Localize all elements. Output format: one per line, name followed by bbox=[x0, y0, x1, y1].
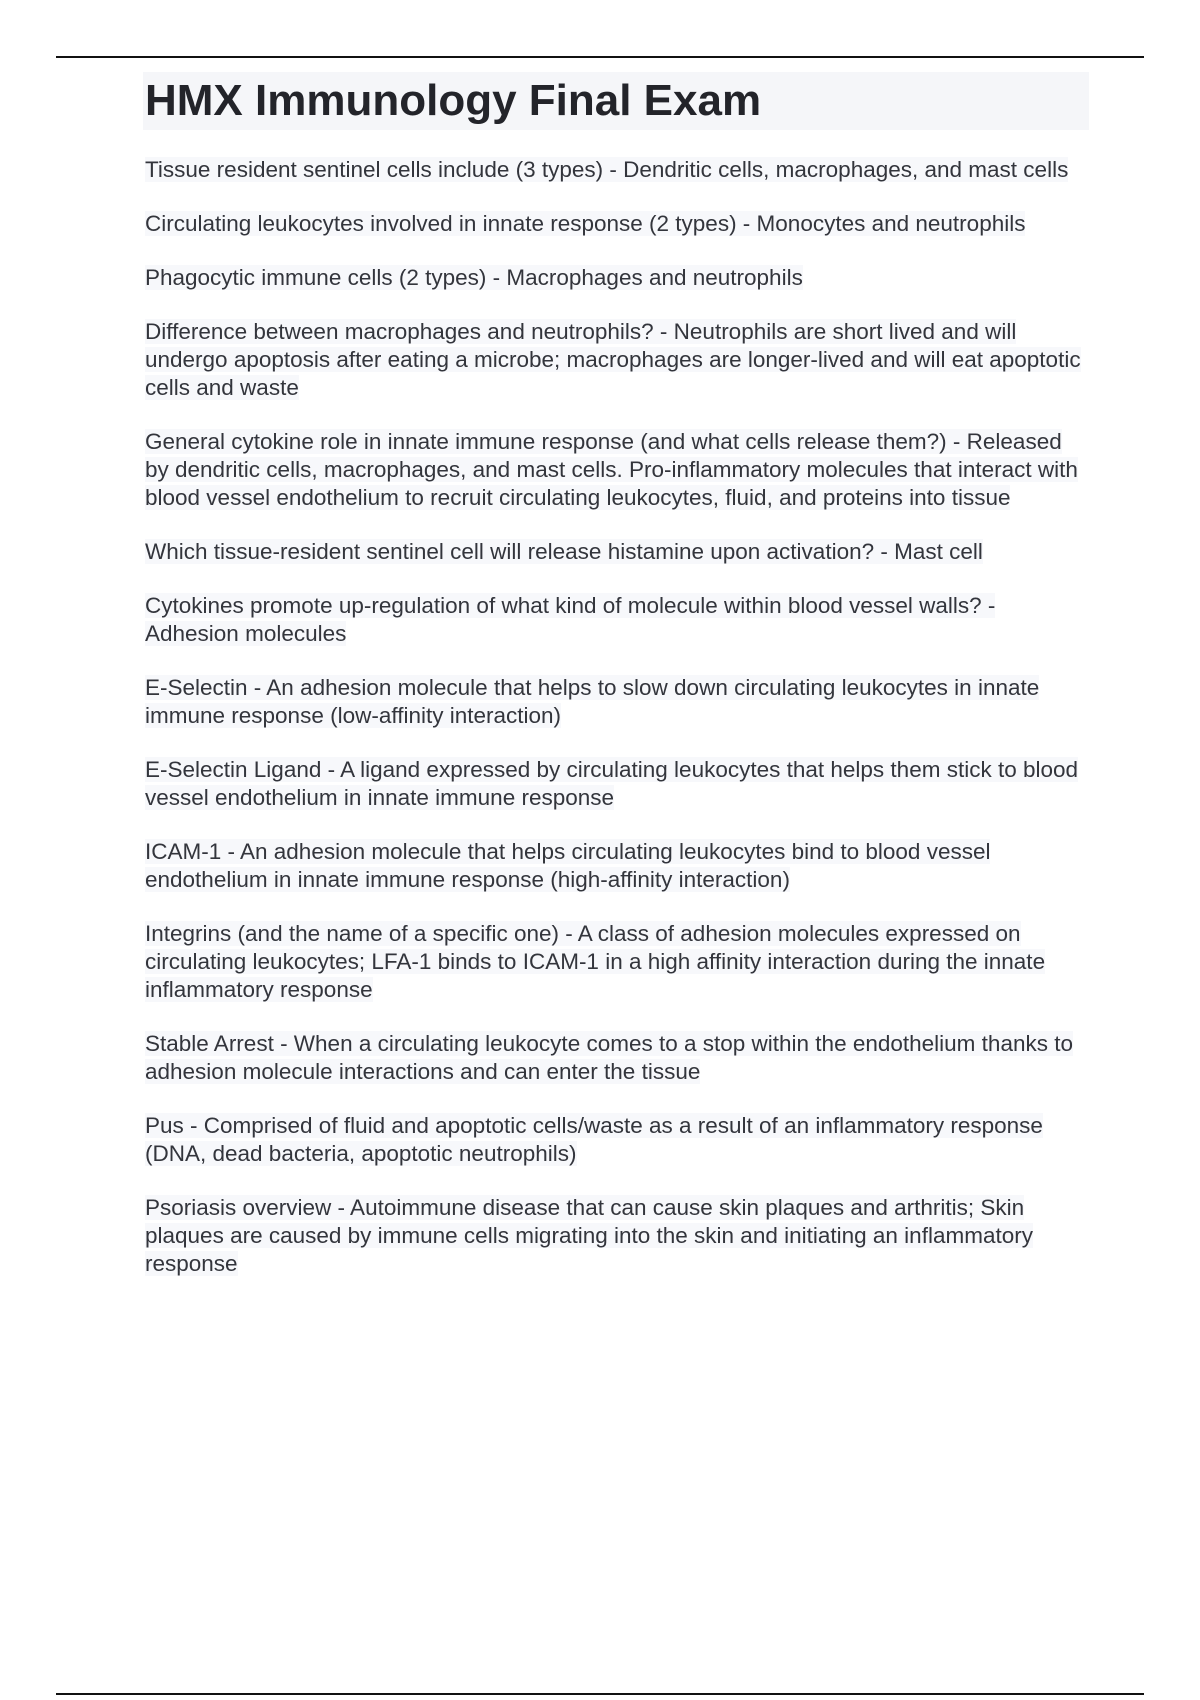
flashcard-text: Psoriasis overview - Autoimmune disease that can cause skin plaques and arthritis; Skin plaques are caused by immune cells migrating into the skin and initiating an inflammatory response bbox=[145, 1195, 1033, 1276]
flashcard-text: Stable Arrest - When a circulating leukocyte comes to a stop within the endothelium thanks to adhesion molecule interactions and can enter the tissue bbox=[145, 1031, 1073, 1084]
flashcard bbox=[145, 264, 1089, 292]
document-content bbox=[143, 72, 1089, 1304]
flashcard-text: E-Selectin Ligand - A ligand expressed by circulating leukocytes that helps them stick to blood vessel endothelium in innate immune response bbox=[145, 757, 1079, 810]
flashcard bbox=[145, 674, 1089, 730]
top-rule bbox=[56, 56, 1144, 58]
flashcard bbox=[145, 756, 1089, 812]
flashcard bbox=[145, 920, 1089, 1004]
flashcard-text: ICAM-1 - An adhesion molecule that helps circulating leukocytes bind to blood vessel endothelium in innate immune response (high-affinity interaction) bbox=[145, 839, 991, 892]
flashcard-text: Pus - Comprised of fluid and apoptotic cells/waste as a result of an inflammatory response (DNA, dead bacteria, apoptotic neutrophils) bbox=[145, 1113, 1043, 1166]
flashcard-text: Difference between macrophages and neutrophils? - Neutrophils are short lived and will undergo apoptosis after eating a microbe; macrophages are longer-lived and will eat apoptotic cells and waste bbox=[145, 319, 1081, 400]
page-title: HMX Immunology Final Exam bbox=[143, 72, 1089, 130]
flashcard-text: Cytokines promote up-regulation of what kind of molecule within blood vessel walls? - Adhesion molecules bbox=[145, 593, 996, 646]
flashcard-text: Circulating leukocytes involved in innate response (2 types) - Monocytes and neutrophils bbox=[145, 211, 1026, 236]
flashcard bbox=[145, 1030, 1089, 1086]
flashcard-text: General cytokine role in innate immune response (and what cells release them?) - Released by dendritic cells, macrophages, and mast cells. Pro-inflammatory molecules that interact with blood vessel endothelium to recruit circulating leukocytes, fluid, and proteins into tissue bbox=[145, 429, 1078, 510]
flashcard bbox=[145, 156, 1089, 184]
flashcard bbox=[145, 538, 1089, 566]
flashcard-text: Tissue resident sentinel cells include (3 types) - Dendritic cells, macrophages, and mast cells bbox=[145, 157, 1069, 182]
flashcard bbox=[145, 592, 1089, 648]
flashcard-text: Integrins (and the name of a specific one) - A class of adhesion molecules expressed on circulating leukocytes; LFA-1 binds to ICAM-1 in a high affinity interaction during the innate inflammatory response bbox=[145, 921, 1046, 1002]
flashcard bbox=[145, 1194, 1089, 1278]
flashcard-text: E-Selectin - An adhesion molecule that helps to slow down circulating leukocytes in innate immune response (low-affinity interaction) bbox=[145, 675, 1040, 728]
flashcard-text: Phagocytic immune cells (2 types) - Macrophages and neutrophils bbox=[145, 265, 803, 290]
flashcard bbox=[145, 318, 1089, 402]
flashcard bbox=[145, 838, 1089, 894]
flashcard-text: Which tissue-resident sentinel cell will release histamine upon activation? - Mast cell bbox=[145, 539, 983, 564]
flashcard bbox=[145, 210, 1089, 238]
flashcard bbox=[145, 428, 1089, 512]
flashcard bbox=[145, 1112, 1089, 1168]
bottom-rule bbox=[56, 1693, 1144, 1695]
